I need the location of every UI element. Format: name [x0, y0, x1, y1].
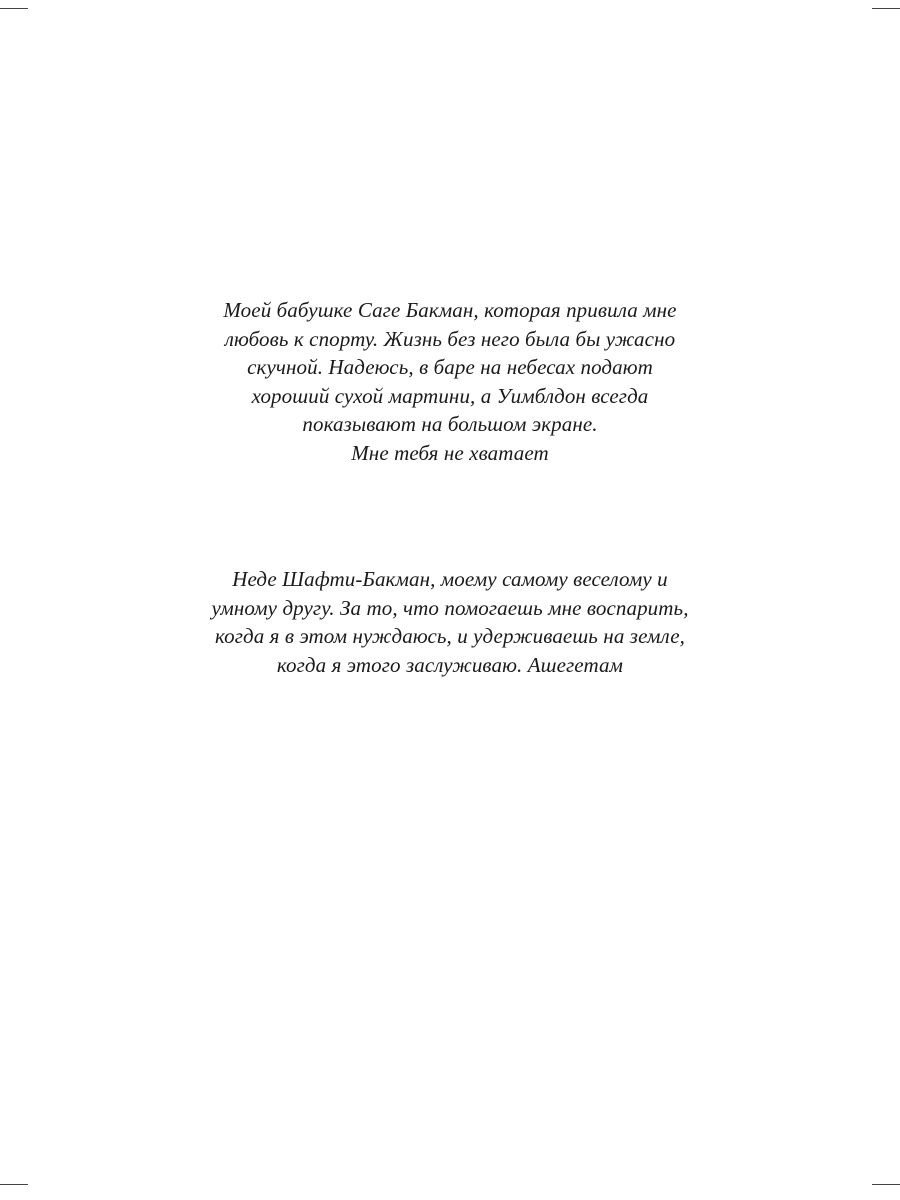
dedication-line: когда я этого заслуживаю. Ашегетам: [276, 652, 624, 677]
crop-mark-top-right: [872, 8, 900, 9]
dedication-grandmother: [0, 296, 900, 467]
dedication-neda: [0, 565, 900, 679]
dedication-line: умному другу. За то, что помогаешь мне воспарить,: [211, 595, 689, 620]
dedication-line: любовь к спорту. Жизнь без него была бы ужасно: [224, 326, 676, 351]
crop-mark-bottom-right: [872, 1184, 900, 1185]
dedication-line: хороший сухой мартини, а Уимблдон всегда: [251, 383, 649, 408]
dedication-line: когда я в этом нуждаюсь, и удерживаешь на земле,: [214, 624, 686, 648]
dedication-line: Мне тебя не хватает: [351, 440, 549, 465]
dedication-line: Моей бабушке Саге Бакман, которая привила мне: [223, 298, 677, 322]
dedication-line: показывают на большом экране.: [302, 412, 598, 436]
crop-mark-top-left: [0, 8, 28, 9]
dedication-line: Неде Шафти-Бакман, моему самому веселому и: [232, 567, 668, 591]
crop-mark-bottom-left: [0, 1184, 28, 1185]
dedication-line: скучной. Надеюсь, в баре на небесах подают: [247, 355, 653, 379]
